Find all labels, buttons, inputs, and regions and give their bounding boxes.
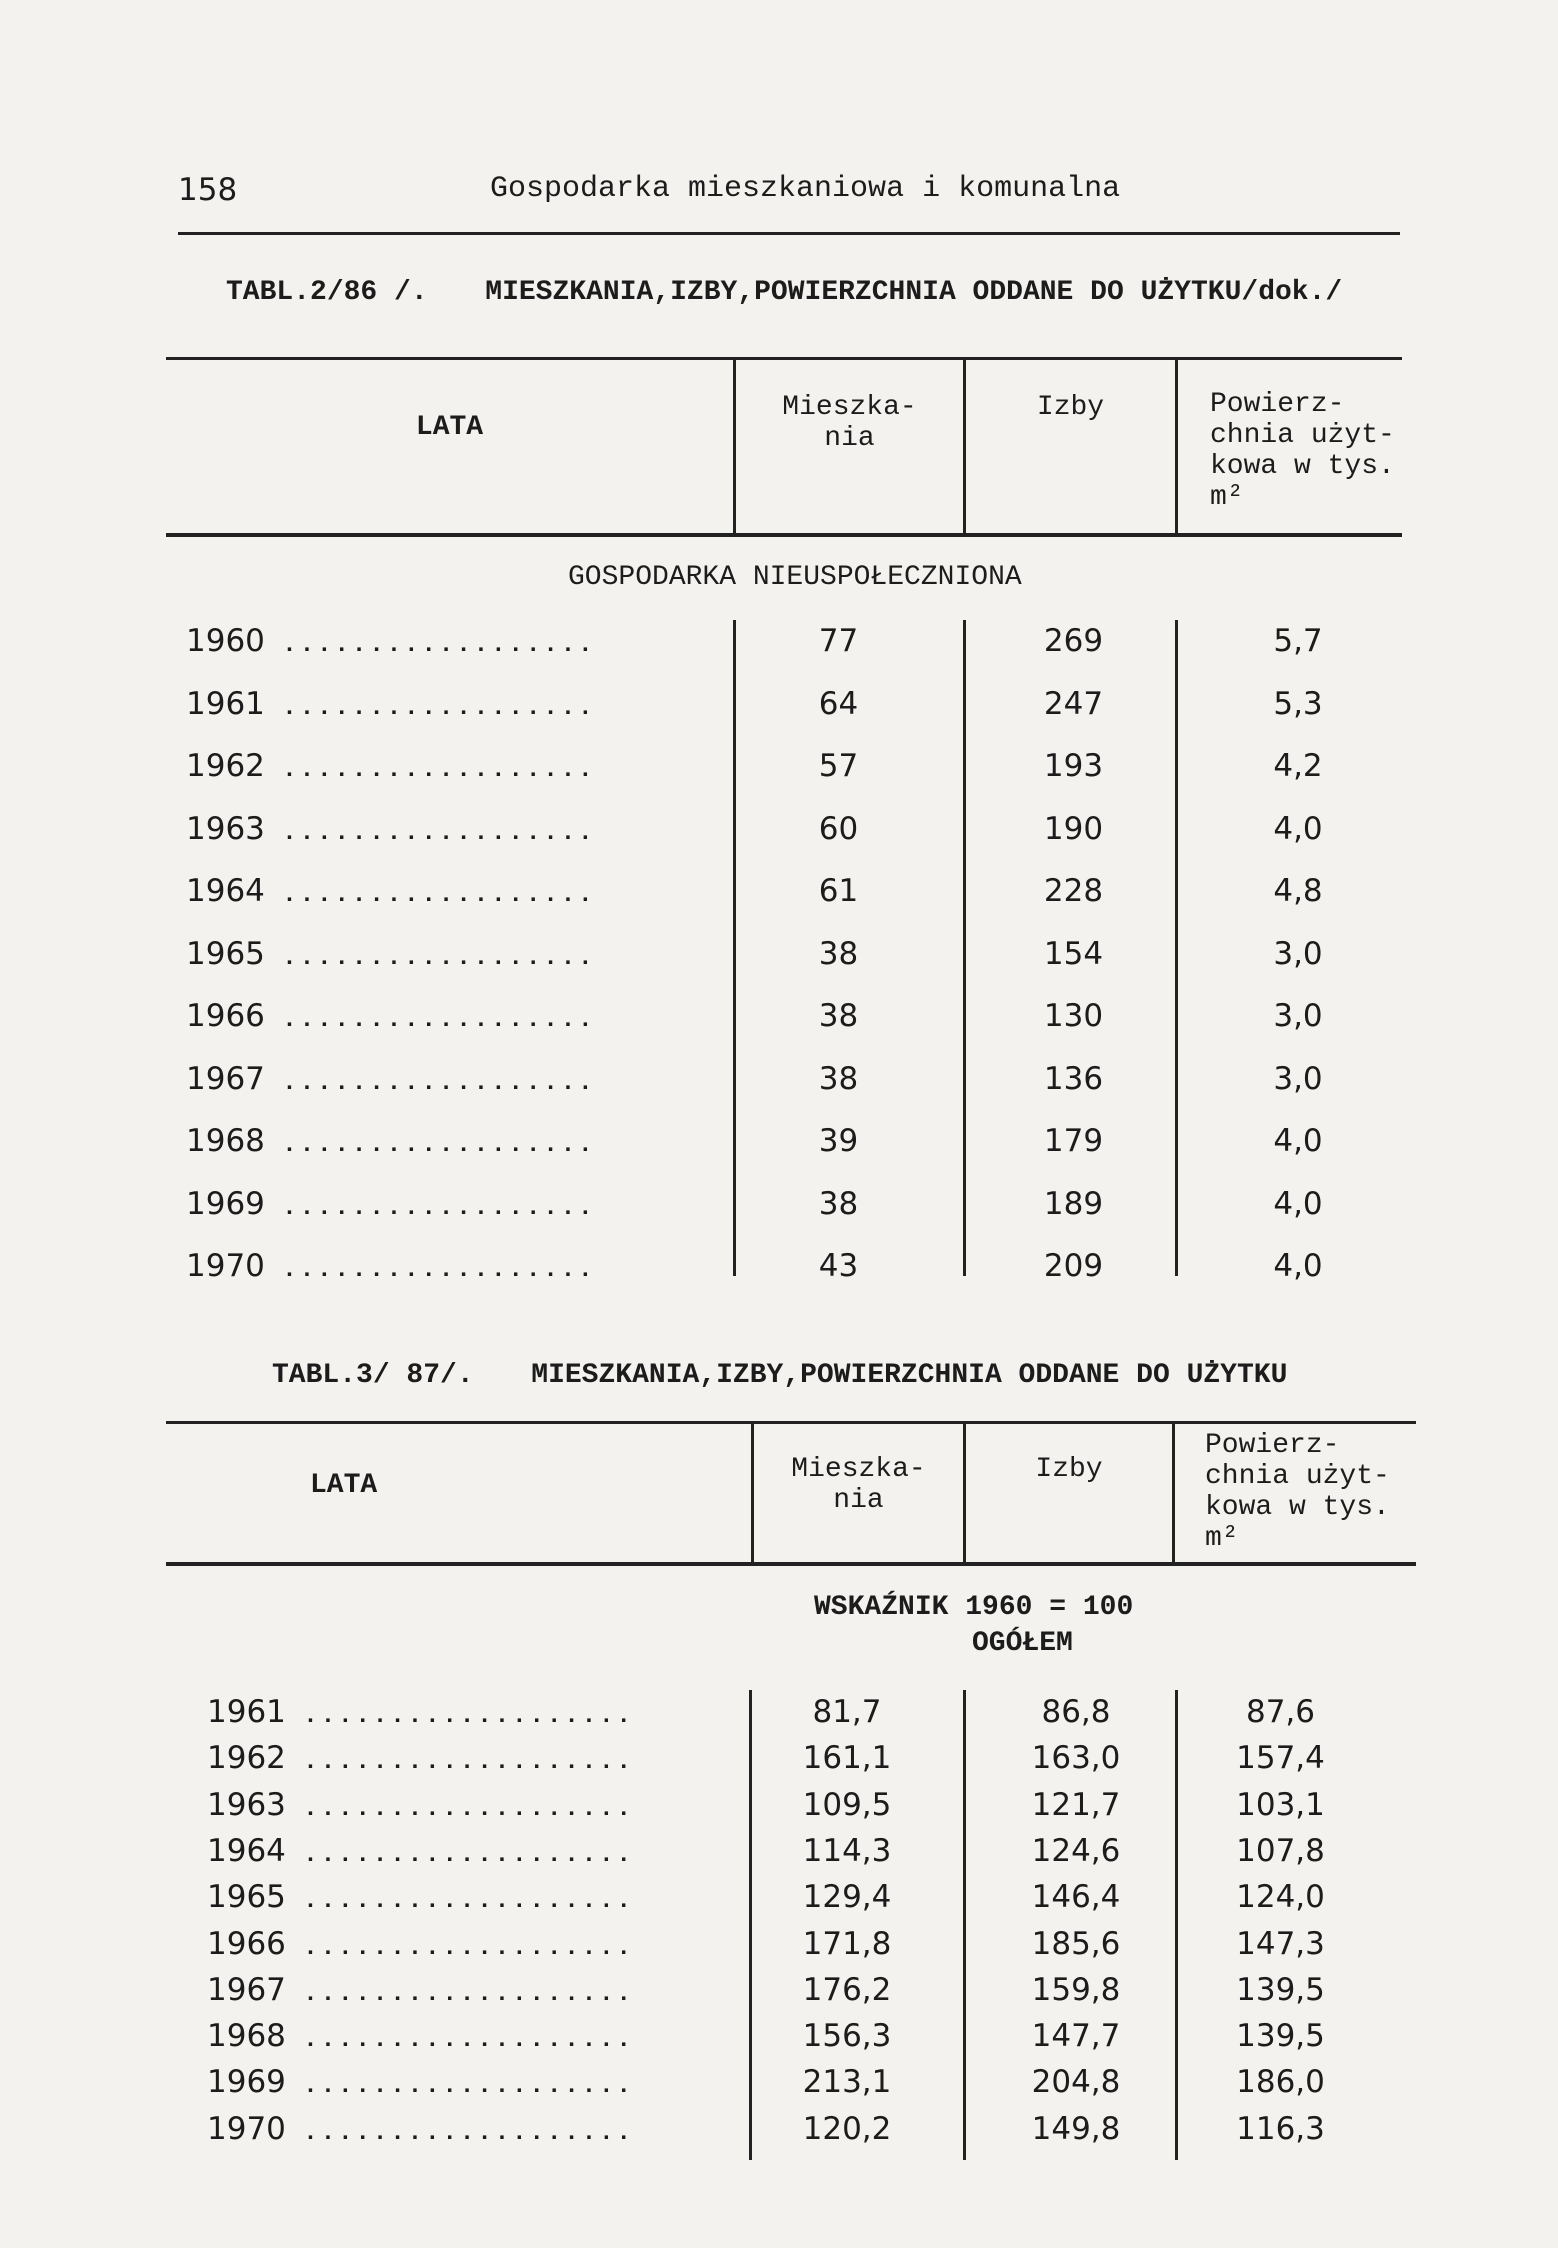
leader-dots: ..................	[264, 694, 596, 722]
leader-dots: ..................	[264, 819, 596, 847]
cell-powierzchnia: 116,3	[1236, 2110, 1325, 2147]
cell-mieszkania: 38	[818, 998, 859, 1034]
cell-powierzchnia: 5,7	[1273, 623, 1323, 659]
cell-mieszkania: 77	[818, 623, 859, 659]
table1-caption	[226, 277, 1342, 308]
leader-dots: ..................	[264, 1194, 596, 1222]
table2-header-lata: LATA	[310, 1470, 378, 1501]
table1-caption-title: MIESZKANIA,IZBY,POWIERZCHNIA ODDANE DO UŻYTKU/dok./	[485, 277, 1343, 308]
row-year-label: 1964	[207, 1832, 286, 1869]
cell-mieszkania: 38	[818, 935, 859, 972]
row-year	[207, 1694, 634, 1730]
row-year	[207, 2111, 634, 2147]
table1-top-rule	[166, 357, 1402, 360]
row-year-label: 1962	[207, 1740, 286, 1777]
table2-header-izby: Izby	[1035, 1454, 1103, 1485]
leader-dots: ..................	[264, 757, 596, 784]
cell-izby: 146,4	[1031, 1879, 1121, 1916]
cell-powierzchnia: 3,0	[1273, 935, 1323, 972]
row-year	[207, 1787, 634, 1823]
row-year-label: 1967	[207, 1971, 286, 2008]
cell-izby: 269	[1043, 623, 1104, 659]
cell-powierzchnia: 3,0	[1273, 998, 1323, 1034]
cell-powierzchnia: 157,4	[1236, 1740, 1325, 1777]
cell-powierzchnia: 5,3	[1273, 685, 1323, 722]
cell-mieszkania: 43	[818, 1248, 859, 1284]
leader-dots: ...................	[285, 1795, 634, 1823]
row-year-label: 1970	[186, 1248, 265, 1284]
cell-powierzchnia: 4,0	[1273, 1123, 1323, 1159]
table2-caption-number: TABL.3/ 87/.	[272, 1360, 474, 1391]
cell-powierzchnia: 147,3	[1236, 1925, 1325, 1962]
cell-izby: 86,8	[1041, 1694, 1111, 1730]
cell-izby: 190	[1043, 810, 1104, 847]
leader-dots: ...................	[285, 1841, 634, 1869]
cell-powierzchnia: 4,0	[1273, 1185, 1323, 1222]
cell-izby: 185,6	[1031, 1925, 1121, 1962]
cell-izby: 154	[1043, 935, 1104, 972]
row-year	[186, 811, 596, 847]
row-year-label: 1968	[207, 2018, 286, 2055]
row-year	[186, 1248, 596, 1284]
table1-header-powierzchnia: Powierz- chnia użyt- kowa w tys. m²	[1210, 389, 1395, 513]
table2-section-title: WSKAŹNIK 1960 = 100	[814, 1592, 1134, 1623]
leader-dots: ...................	[285, 2027, 634, 2055]
cell-izby: 124,6	[1031, 1832, 1121, 1869]
cell-powierzchnia: 4,2	[1273, 748, 1323, 784]
leader-dots: ...................	[285, 1934, 634, 1962]
cell-izby: 159,8	[1031, 1971, 1121, 2008]
cell-izby: 130	[1043, 998, 1104, 1034]
table2-caption-title: MIESZKANIA,IZBY,POWIERZCHNIA ODDANE DO UŻYTKU	[531, 1360, 1288, 1391]
leader-dots: ..................	[264, 882, 596, 909]
leader-dots: ..................	[264, 1257, 596, 1284]
cell-mieszkania: 161,1	[802, 1740, 892, 1777]
row-year-label: 1969	[186, 1185, 265, 1222]
table2-top-rule	[166, 1421, 1416, 1424]
row-year-label: 1961	[207, 1694, 286, 1730]
row-year	[186, 686, 596, 722]
cell-izby: 189	[1043, 1185, 1104, 1222]
cell-mieszkania: 120,2	[802, 2110, 892, 2147]
cell-mieszkania: 114,3	[802, 1832, 892, 1869]
row-year	[207, 1740, 634, 1776]
cell-izby: 147,7	[1031, 2018, 1121, 2055]
table2-section-subtitle: OGÓŁEM	[972, 1628, 1073, 1659]
cell-mieszkania: 171,8	[802, 1925, 892, 1962]
row-year	[186, 998, 596, 1034]
row-year	[207, 1833, 634, 1869]
cell-izby: 209	[1043, 1248, 1104, 1284]
cell-mieszkania: 176,2	[802, 1971, 892, 2008]
row-year	[186, 1123, 596, 1159]
cell-powierzchnia: 4,8	[1273, 873, 1323, 909]
row-year-label: 1966	[186, 998, 265, 1034]
cell-mieszkania: 213,1	[802, 2064, 892, 2101]
table1-header-lata: LATA	[415, 412, 484, 443]
cell-izby: 149,8	[1031, 2110, 1121, 2147]
table2-header-rule	[166, 1562, 1416, 1566]
cell-powierzchnia: 4,0	[1273, 810, 1323, 847]
table1-header-divider	[963, 357, 966, 533]
table1-header-izby: Izby	[1036, 392, 1105, 423]
row-year	[186, 1061, 596, 1097]
row-year	[186, 1186, 596, 1222]
cell-powierzchnia: 186,0	[1236, 2064, 1325, 2101]
row-year-label: 1965	[207, 1879, 286, 1916]
running-title: Gospodarka mieszkaniowa i komunalna	[490, 172, 1121, 206]
row-year-label: 1968	[186, 1123, 265, 1159]
cell-izby: 163,0	[1031, 1740, 1121, 1777]
leader-dots: ...................	[285, 1749, 634, 1777]
cell-izby: 204,8	[1031, 2064, 1121, 2101]
cell-mieszkania: 81,7	[812, 1694, 882, 1730]
page-number: 158	[178, 172, 238, 208]
cell-powierzchnia: 124,0	[1236, 1879, 1325, 1916]
cell-mieszkania: 129,4	[802, 1879, 892, 1916]
table1-caption-number: TABL.2/86 /.	[226, 277, 428, 308]
table2-caption	[272, 1360, 1287, 1391]
leader-dots: ..................	[264, 1007, 596, 1034]
row-year-label: 1962	[186, 748, 265, 784]
leader-dots: ..................	[264, 1132, 596, 1159]
cell-powierzchnia: 3,0	[1273, 1060, 1323, 1097]
leader-dots: ...................	[285, 2073, 634, 2101]
leader-dots: ..................	[264, 1069, 596, 1097]
cell-powierzchnia: 4,0	[1273, 1248, 1323, 1284]
leader-dots: ...................	[285, 1703, 634, 1730]
row-year-label: 1969	[207, 2064, 286, 2101]
row-year	[186, 873, 596, 909]
cell-powierzchnia: 139,5	[1236, 1971, 1325, 2008]
cell-izby: 179	[1043, 1123, 1104, 1159]
cell-mieszkania: 156,3	[802, 2018, 892, 2055]
leader-dots: ...................	[285, 2119, 634, 2147]
table1-header-mieszkania: Mieszka- nia	[782, 392, 917, 454]
row-year-label: 1966	[207, 1925, 286, 1962]
row-year	[207, 2018, 634, 2054]
row-year-label: 1960	[186, 623, 265, 659]
cell-powierzchnia: 87,6	[1245, 1694, 1316, 1730]
cell-izby: 228	[1043, 873, 1104, 909]
table2-header-powierzchnia: Powierz- chnia użyt- kowa w tys. m²	[1205, 1430, 1390, 1554]
row-year-label: 1967	[186, 1060, 265, 1097]
cell-mieszkania: 109,5	[802, 1786, 892, 1823]
leader-dots: ..................	[264, 944, 596, 972]
row-year-label: 1961	[186, 685, 265, 722]
header-rule	[178, 232, 1400, 235]
table2-header-mieszkania: Mieszka- nia	[791, 1454, 926, 1516]
table1-section-title: GOSPODARKA NIEUSPOŁECZNIONA	[568, 562, 1022, 593]
leader-dots: ...................	[285, 1888, 634, 1916]
cell-mieszkania: 64	[818, 685, 859, 722]
row-year-label: 1965	[186, 935, 265, 972]
table2-header-divider	[963, 1421, 966, 1562]
row-year-label: 1970	[207, 2110, 286, 2147]
cell-mieszkania: 39	[818, 1123, 859, 1159]
cell-powierzchnia: 107,8	[1236, 1832, 1325, 1869]
cell-powierzchnia: 139,5	[1236, 2018, 1325, 2055]
row-year	[207, 1879, 634, 1915]
row-year-label: 1963	[186, 810, 265, 847]
cell-powierzchnia: 103,1	[1236, 1786, 1325, 1823]
cell-mieszkania: 38	[818, 1185, 859, 1222]
table1-header-rule	[166, 533, 1402, 537]
cell-mieszkania: 38	[818, 1060, 859, 1097]
row-year-label: 1963	[207, 1786, 286, 1823]
row-year	[186, 936, 596, 972]
row-year	[207, 1972, 634, 2008]
cell-izby: 193	[1043, 748, 1104, 784]
cell-izby: 121,7	[1031, 1786, 1121, 1823]
cell-mieszkania: 57	[818, 748, 859, 784]
row-year	[207, 1926, 634, 1962]
row-year	[207, 2064, 634, 2100]
cell-izby: 136	[1043, 1060, 1104, 1097]
row-year	[186, 623, 596, 659]
cell-mieszkania: 60	[818, 810, 859, 847]
leader-dots: ...................	[285, 1980, 634, 2008]
cell-mieszkania: 61	[818, 873, 859, 909]
cell-izby: 247	[1043, 685, 1104, 722]
row-year-label: 1964	[186, 873, 265, 909]
row-year	[186, 748, 596, 784]
leader-dots: ..................	[264, 632, 596, 659]
